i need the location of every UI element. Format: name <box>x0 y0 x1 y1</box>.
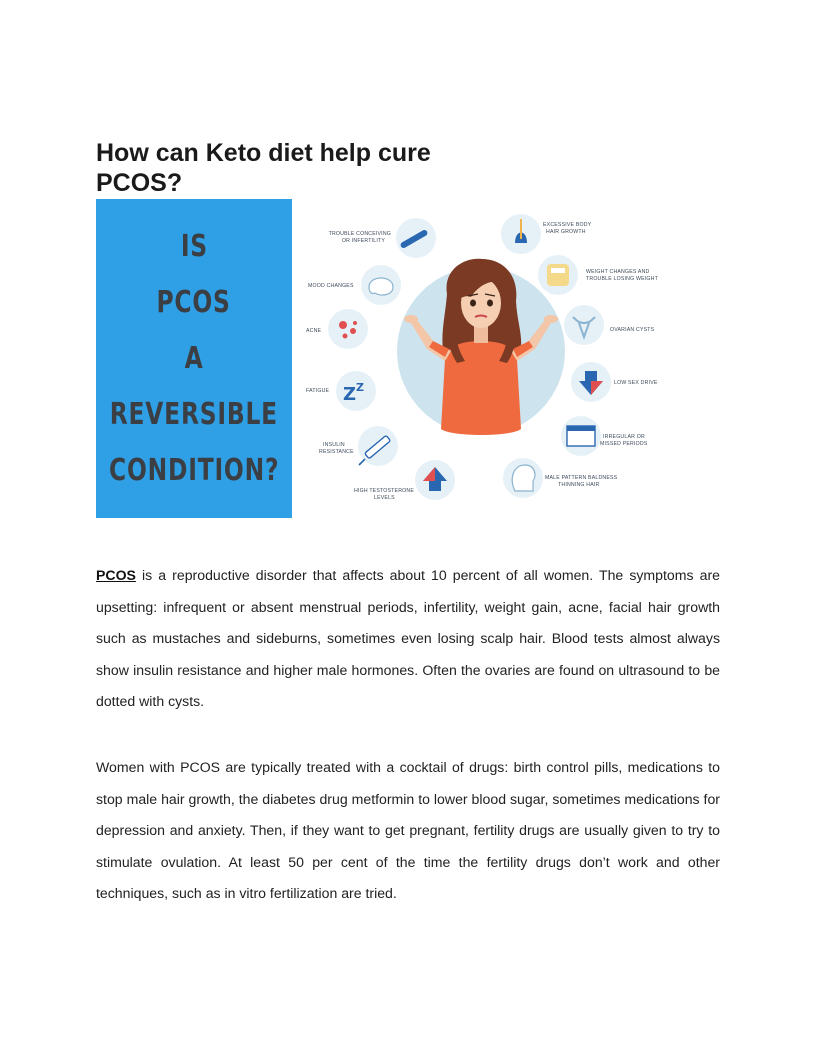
intro-paragraph-text: is a reproductive disorder that affects about 10 percent of all women. The symptoms are upsetting: infrequent or absent menstrual periods, infertility, weight gain, acne, facial hair growth such as mustaches and sideburns, sometimes even losing scalp hair. Blood tests almost always show insulin resistance and higher male hormones. Often the ovaries are found on ultrasound to be dotted with cysts. <box>96 567 720 709</box>
symptom-label: EXCESSIVE BODY <box>543 222 592 228</box>
svg-text:EXCESSIVE BODY <box>543 222 592 228</box>
symptom-label: TROUBLE CONCEIVING <box>328 231 391 237</box>
symptom-label: RESISTANCE <box>319 449 354 455</box>
poster-line: IS <box>180 228 208 264</box>
svg-text:Z: Z <box>343 384 357 405</box>
svg-text:LEVELS <box>374 495 395 501</box>
svg-text:IRREGULAR OR <box>603 434 645 440</box>
poster-line: PCOS <box>156 284 232 320</box>
pcos-question-poster <box>96 199 292 518</box>
poster-line: REVERSIBLE <box>109 396 279 432</box>
pcos-link[interactable]: PCOS <box>96 567 136 583</box>
symptom-label: LEVELS <box>374 495 395 501</box>
svg-text:ACNE <box>306 328 322 334</box>
symptom-label: MALE PATTERN BALDNESS <box>545 475 618 481</box>
symptom-label: OVARIAN CYSTS <box>610 327 655 333</box>
svg-text:Z: Z <box>356 381 364 394</box>
symptom-label: MISSED PERIODS <box>600 441 648 447</box>
svg-text:MISSED PERIODS <box>600 441 648 447</box>
svg-text:RESISTANCE <box>319 449 354 455</box>
symptom-label: LOW SEX DRIVE <box>614 380 658 386</box>
intro-paragraph <box>96 560 720 718</box>
acne-icon <box>328 309 368 349</box>
symptom-label: WEIGHT CHANGES AND <box>586 269 650 275</box>
symptom-label: IRREGULAR OR <box>603 434 645 440</box>
pcos-symptoms-infographic <box>295 199 662 518</box>
treatment-paragraph: Women with PCOS are typically treated with a cocktail of drugs: birth control pills, medications to stop male hair growth, the diabetes drug metformin to lower blood sugar, sometimes medications for depression and anxiety. Then, if they want to get pregnant, fertility drugs are usually given to try to stimulate ovulation. At least 50 per cent of the time the fertility drugs don’t work and other techniques, such as in vitro fertilization are tried. <box>96 759 720 901</box>
symptom-label: FATIGUE <box>306 388 330 394</box>
symptom-label: TROUBLE LOSING WEIGHT <box>586 276 658 282</box>
svg-text:HIGH TESTOSTERONE <box>354 488 414 494</box>
svg-text:HAIR GROWTH <box>546 229 586 235</box>
symptom-label: OR INFERTILITY <box>341 238 385 244</box>
symptom-label: HIGH TESTOSTERONE <box>354 488 414 494</box>
svg-text:INSULIN <box>323 442 345 448</box>
poster-line: CONDITION? <box>108 452 280 488</box>
svg-text:LOW SEX DRIVE <box>614 380 658 386</box>
symptom-label: HAIR GROWTH <box>546 229 586 235</box>
svg-text:MALE PATTERN BALDNESS <box>545 475 618 481</box>
svg-text:OVARIAN CYSTS <box>610 327 655 333</box>
symptom-label: MOOD CHANGES <box>308 283 354 289</box>
symptom-label: INSULIN <box>323 442 345 448</box>
svg-text:FATIGUE <box>306 388 330 394</box>
svg-text:TROUBLE CONCEIVING <box>329 231 391 237</box>
poster-line: A <box>184 340 204 376</box>
svg-text:THINNING HAIR <box>558 482 600 488</box>
symptom-label: ACNE <box>306 328 322 334</box>
svg-text:OR INFERTILITY <box>342 238 385 244</box>
symptom-label: THINNING HAIR <box>558 482 600 488</box>
svg-text:MOOD CHANGES <box>308 283 354 289</box>
svg-text:TROUBLE LOSING WEIGHT <box>586 276 659 282</box>
page-title: How can Keto diet help cure PCOS? <box>96 139 431 197</box>
svg-text:WEIGHT CHANGES AND <box>586 269 650 275</box>
